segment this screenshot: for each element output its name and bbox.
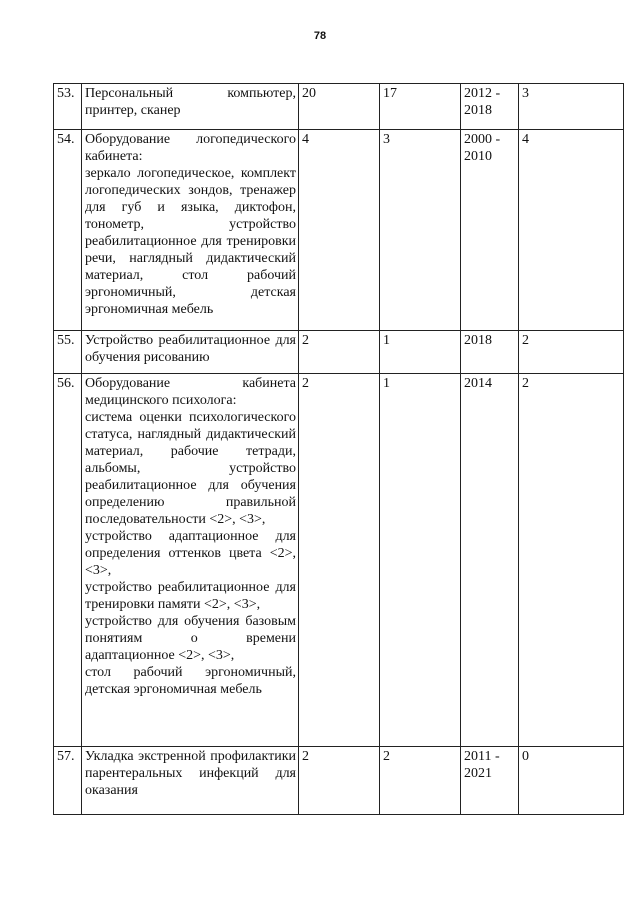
quantity-required: 2 (299, 374, 380, 747)
last-column-value: 2 (519, 331, 624, 374)
table-row (54, 130, 624, 331)
years-acquired: 2014 (461, 374, 519, 747)
row-number: 54. (54, 130, 82, 331)
row-number: 57. (54, 747, 82, 815)
last-column-value: 0 (519, 747, 624, 815)
row-number: 53. (54, 84, 82, 130)
row-number: 55. (54, 331, 82, 374)
quantity-required: 20 (299, 84, 380, 130)
last-column-value: 4 (519, 130, 624, 331)
quantity-available: 2 (380, 747, 461, 815)
quantity-available: 1 (380, 374, 461, 747)
table-row (54, 331, 624, 374)
equipment-name: Оборудование кабинета медицинского психолога: система оценки психологического статуса, наглядный дидактический материал, рабочие тетради, альбомы, устройство реабилитационное для обучения определению правильной последовательности <2>, <3>, устройство адаптационное для определения оттенков цвета <2>, <3>, устройство реабилитационное для тренировки памяти <2>, <3>, устройство для обучения базовым понятиям о времени адаптационное <2>, <3>, стол рабочий эргономичный, детская эргономичная мебель (82, 374, 299, 747)
equipment-table (53, 83, 624, 815)
years-acquired: 2011 - 2021 (461, 747, 519, 815)
quantity-available: 17 (380, 84, 461, 130)
last-column-value: 3 (519, 84, 624, 130)
years-acquired: 2000 - 2010 (461, 130, 519, 331)
table-row (54, 84, 624, 130)
page-number: 78 (313, 30, 327, 42)
last-column-value: 2 (519, 374, 624, 747)
quantity-required: 2 (299, 747, 380, 815)
equipment-name: Персональный компьютер, принтер, сканер (82, 84, 299, 130)
table-row (54, 747, 624, 815)
row-number: 56. (54, 374, 82, 747)
years-acquired: 2012 - 2018 (461, 84, 519, 130)
equipment-name: Укладка экстренной профилактики парентеральных инфекций для оказания (82, 747, 299, 815)
quantity-required: 4 (299, 130, 380, 331)
quantity-available: 1 (380, 331, 461, 374)
table-row (54, 374, 624, 747)
years-acquired: 2018 (461, 331, 519, 374)
equipment-name: Оборудование логопедического кабинета: зеркало логопедическое, комплект логопедических зондов, тренажер для губ и языка, диктофон, тонометр, устройство реабилитационное для тренировки речи, наглядный дидактический материал, стол рабочий эргономичный, детская эргономичная мебель (82, 130, 299, 331)
quantity-available: 3 (380, 130, 461, 331)
equipment-name: Устройство реабилитационное для обучения рисованию (82, 331, 299, 374)
quantity-required: 2 (299, 331, 380, 374)
